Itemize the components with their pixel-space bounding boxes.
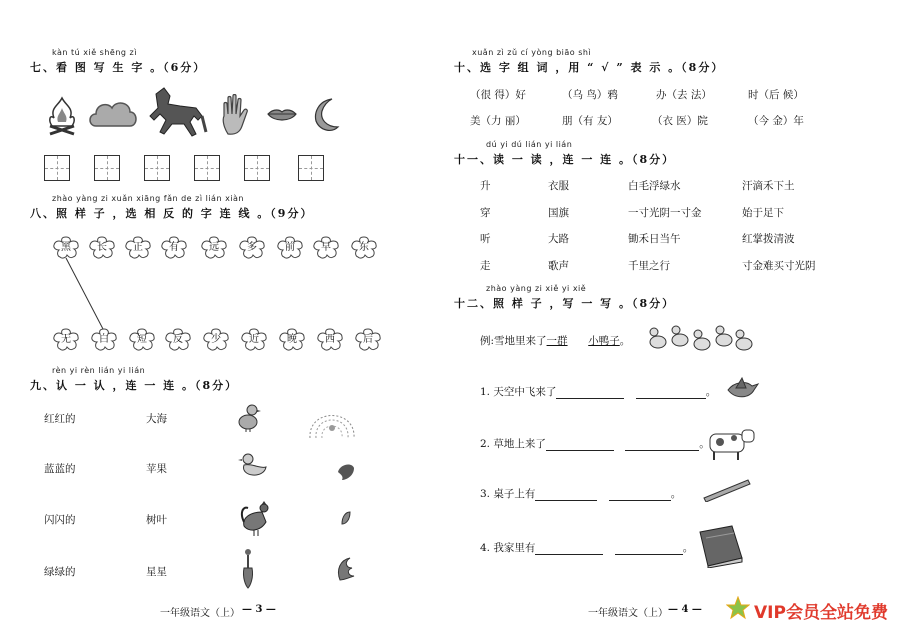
flower-top[interactable] [200, 236, 228, 260]
q7-pinyin: kàn tú xiě shēng zì [52, 48, 137, 57]
q11-verse: 千里之行 [628, 260, 670, 272]
q12-item-label: 3. 桌子上有 [480, 488, 536, 500]
q9-noun: 大海 [146, 413, 167, 425]
cow-picture [706, 424, 756, 466]
answer-blank[interactable] [636, 388, 706, 399]
q11-verse-match: 红掌拨清波 [742, 233, 795, 245]
answer-blank[interactable] [609, 490, 671, 501]
q11-noun: 歌声 [548, 260, 569, 272]
q11-verb: 升 [480, 180, 491, 192]
q11-verse-match: 始于足下 [742, 207, 784, 219]
flower-character: 正 [133, 242, 143, 253]
q8-pinyin: zhào yàng zi xuǎn xiāng fǎn de zì lián xiàn [52, 194, 245, 203]
flower-bottom[interactable] [240, 328, 268, 352]
q9-noun: 星星 [146, 566, 167, 578]
answer-blank[interactable] [535, 490, 597, 501]
q9-adj: 绿绿的 [44, 566, 76, 578]
flower-bottom[interactable] [90, 328, 118, 352]
flower-bottom[interactable] [164, 328, 192, 352]
flower-character: 前 [285, 242, 295, 253]
q7-title: 七、看 图 写 生 字 。（6分） [30, 61, 207, 74]
q12-item-label: 4. 我家里有 [480, 542, 536, 554]
rooster-picture [240, 500, 272, 540]
q8-title: 八、照 样 子 ，选 相 反 的 字 连 线 。（9分） [30, 207, 314, 220]
q11-verse-match: 汗滴禾下土 [742, 180, 795, 192]
flower-character: 有 [169, 242, 179, 253]
answer-blank[interactable] [535, 544, 603, 555]
q10-choice[interactable]: 办（去 法） [656, 89, 712, 101]
q9-noun: 树叶 [146, 514, 167, 526]
example-measure-word: 一群 [546, 335, 568, 347]
footer-subject: 一年级语文（上） [160, 608, 240, 619]
feather-picture [336, 462, 356, 486]
flower-bottom[interactable] [128, 328, 156, 352]
example-prefix: 例:雪地里来了 [480, 335, 547, 347]
q12-pinyin: zhào yàng zi xiě yi xiě [486, 284, 587, 293]
flower-bottom[interactable] [278, 328, 306, 352]
footer-page-number: — 3 — [242, 604, 276, 615]
q12-example [480, 333, 630, 348]
flower-character: 无 [61, 334, 71, 345]
q11-verse: 锄禾日当午 [628, 233, 681, 245]
ducklings-picture [646, 324, 754, 360]
q10-title: 十、选 字 组 词 ，用 “ √ ” 表 示 。（8分） [454, 61, 725, 74]
q10-pinyin: xuǎn zì zǔ cí yòng biāo shì [472, 48, 592, 57]
flower-character: 西 [325, 334, 335, 345]
q9-title: 九、认 一 认 ，连 一 连 。（8分） [30, 379, 239, 392]
q9-adj: 红红的 [44, 413, 76, 425]
vip-watermark: VIP会员全站免费 [754, 603, 888, 623]
flower-top[interactable] [52, 236, 80, 260]
q11-verb: 穿 [480, 207, 491, 219]
flower-character: 远 [209, 242, 219, 253]
tail-feather-picture [334, 556, 356, 586]
flower-top[interactable] [312, 236, 340, 260]
q12-item [480, 486, 681, 501]
example-end: 。 [619, 335, 631, 347]
q10-choice[interactable]: 美（力 丽） [470, 115, 526, 127]
flower-top[interactable] [160, 236, 188, 260]
q12-item [480, 436, 710, 451]
q9-noun: 苹果 [146, 463, 167, 475]
q11-verb: 听 [480, 233, 491, 245]
peacock-picture [240, 548, 256, 594]
answer-blank[interactable] [615, 544, 683, 555]
q12-item-label: 2. 草地上来了 [480, 438, 546, 450]
flower-character: 晚 [287, 334, 297, 345]
q10-choice[interactable]: 时（后 候） [748, 89, 804, 101]
q12-item-end: 。 [699, 438, 710, 450]
q12-item-end: 。 [670, 488, 682, 500]
q9-pinyin: rèn yi rèn lián yi lián [52, 366, 146, 375]
q10-choice[interactable]: 朋（有 友） [562, 115, 618, 127]
example-noun: 小鸭子 [588, 335, 620, 347]
flower-top[interactable] [238, 236, 266, 260]
q12-item-label: 1. 天空中飞来了 [480, 386, 557, 398]
q10-choice[interactable]: （衣 医）院 [652, 115, 708, 127]
q10-choice[interactable]: （乌 鸟）鸦 [562, 89, 618, 101]
q11-verse-match: 寸金难买寸光阴 [742, 260, 816, 272]
q12-item-end: 。 [682, 542, 694, 554]
bird-picture [724, 376, 760, 408]
flower-top[interactable] [350, 236, 378, 260]
answer-blank[interactable] [556, 388, 624, 399]
flower-bottom[interactable] [354, 328, 382, 352]
q9-adj: 闪闪的 [44, 514, 76, 526]
q11-pinyin: dú yi dú lián yi lián [486, 140, 573, 149]
q11-verb: 走 [480, 260, 491, 272]
flower-bottom[interactable] [316, 328, 344, 352]
flower-top[interactable] [88, 236, 116, 260]
footer-page-number: — 4 — [668, 604, 702, 615]
flower-bottom[interactable] [52, 328, 80, 352]
q11-noun: 国旗 [548, 207, 569, 219]
flower-character: 少 [211, 334, 221, 345]
q12-item [480, 384, 716, 399]
footer-subject: 一年级语文（上） [588, 608, 668, 619]
flower-top[interactable] [276, 236, 304, 260]
flower-character: 反 [173, 334, 183, 345]
flower-character: 黑 [61, 242, 71, 253]
chick-picture [238, 402, 262, 436]
flower-character: 近 [249, 334, 259, 345]
book-picture [696, 524, 746, 572]
star-icon [726, 596, 750, 624]
flower-bottom[interactable] [202, 328, 230, 352]
q12-item-end: 。 [705, 386, 717, 398]
q11-verse: 一寸光阴一寸金 [628, 207, 702, 219]
q12-title: 十二、照 样 子 ，写 一 写 。（8分） [454, 297, 676, 310]
answer-blank[interactable] [625, 440, 699, 451]
duck-picture [238, 451, 268, 485]
flower-character: 长 [97, 242, 107, 253]
q11-title: 十一、读 一 读 ，连 一 连 。（8分） [454, 153, 676, 166]
flower-character: 东 [359, 242, 369, 253]
flower-character: 多 [247, 242, 257, 253]
q11-noun: 大路 [548, 233, 569, 245]
q10-choice[interactable]: （今 金）年 [748, 115, 804, 127]
flower-character: 早 [321, 242, 331, 253]
q9-adj: 蓝蓝的 [44, 463, 76, 475]
flower-top[interactable] [124, 236, 152, 260]
flower-character: 后 [363, 334, 373, 345]
answer-blank[interactable] [546, 440, 614, 451]
q12-item [480, 540, 693, 555]
peacock-tail-picture [306, 398, 358, 444]
leaf-feather-picture [340, 510, 352, 530]
flower-character: 白 [99, 334, 109, 345]
flower-character: 短 [137, 334, 147, 345]
ruler-picture [702, 478, 752, 506]
q11-verse: 白毛浮绿水 [628, 180, 681, 192]
q10-choice[interactable]: （很 得）好 [470, 89, 526, 101]
q11-noun: 衣服 [548, 180, 569, 192]
